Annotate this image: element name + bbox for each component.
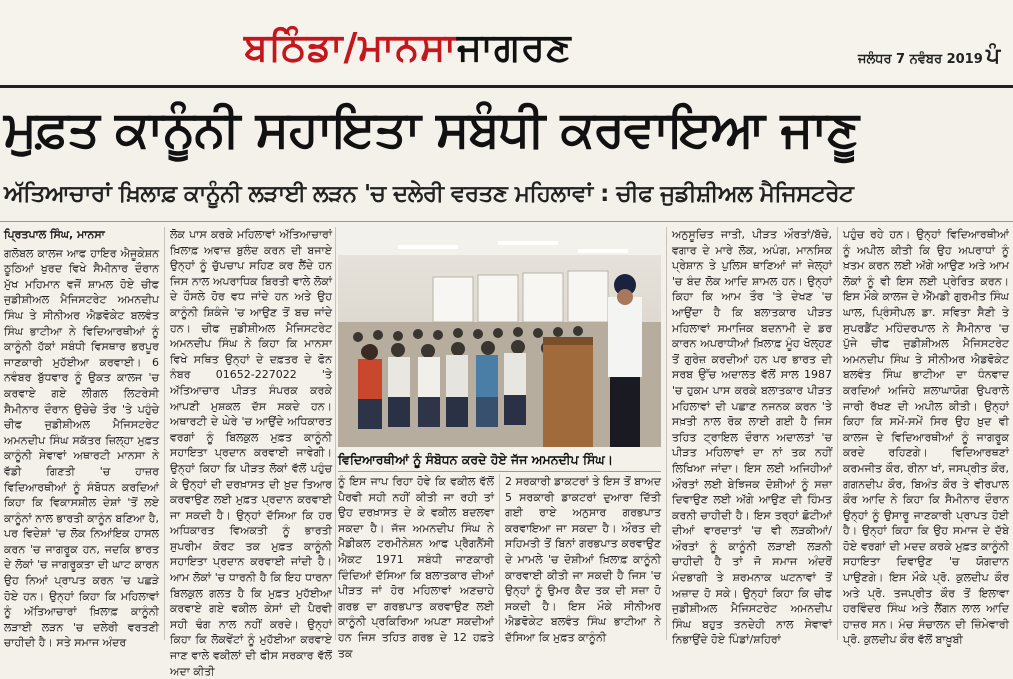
column-4-text: 2 ਸਰਕਾਰੀ ਡਾਕਟਰਾਂ ਤੇ ਇਸ ਤੋਂ ਬਾਅਦ 5 ਸਰਕਾਰੀ ਡਾਕਟਰਾਂ ਦੁਆਰਾ ਦਿੱਤੀ ਗਈ ਰਾਏ ਅਨੁਸਾਰ ਗਰਭਪਾਤ ਕਰਵਾਇਆ ਜਾ ਸਕਦਾ ਹੈ। ਔਰਤ ਦੀ ਸਹਿਮਤੀ ਤੋਂ ਬਿਨਾਂ ਗਰਭਪਾਤ ਕਰਵਾਉਣ ਦੇ ਮਾਮਲੇ 'ਚ ਦੋਸ਼ੀਆਂ ਖ਼ਿਲਾਫ਼ ਕਾਨੂੰਨੀ ਕਾਰਵਾਈ ਕੀਤੀ ਜਾ ਸਕਦੀ ਹੈ ਜਿਸ 'ਚ ਉਨ੍ਹਾਂ ਨੂੰ ਉਮਰ ਕੈਦ ਤਕ ਦੀ ਸਜ਼ਾ ਹੋ ਸਕਦੀ ਹੈ। ਇਸ ਮੌਕੇ ਸੀਨੀਅਰ ਐਡਵੋਕੇਟ ਬਲਵੰਤ ਸਿੰਘ ਭਾਟੀਆ ਨੇ ਦੱਸਿਆ ਕਿ ਮੁਫ਼ਤ ਕਾਨੂੰਨੀ (505, 475, 661, 644)
column-2-text: ਲੋਕ ਪਾਸ ਕਰਕੇ ਮਹਿਲਾਵਾਂ ਅੱਤਿਆਚਾਰਾਂ ਖ਼ਿਲਾਫ਼ ਅਵਾਜ਼ ਬੁਲੰਦ ਕਰਨ ਦੀ ਬਜਾਏ ਉਨ੍ਹਾਂ ਨੂੰ ਚੁੱਪਚਾਪ ਸਹਿਣ ਕਰ ਲੈਂਦੇ ਹਨ ਜਿਸ ਨਾਲ ਅਪਰਾਧਿਕ ਬਿਰਤੀ ਵਾਲੇ ਲੋਕਾਂ ਦੇ ਹੌਸਲੇ ਹੋਰ ਵਧ ਜਾਂਦੇ ਹਨ ਅਤੇ ਉਹ ਕਾਨੂੰਨੀ ਸ਼ਿਕੰਜੇ 'ਚ ਆਉਣ ਤੋਂ ਬਚ ਜਾਂਦੇ ਹਨ। ਚੀਫ ਜੁਡੀਸ਼ੀਅਲ ਮੈਜਿਸਟਰੇਟ ਅਮਨਦੀਪ ਸਿੰਘ ਨੇ ਕਿਹਾ ਕਿ ਮਾਨਸਾ ਵਿਖੇ ਸਥਿਤ ਉਨ੍ਹਾਂ ਦੇ ਦਫ਼ਤਰ ਦੇ ਫੋਨ ਨੰਬਰ 01652-227022 'ਤੇ ਅੱਤਿਆਚਾਰ ਪੀੜਤ ਸੰਪਰਕ ਕਰਕੇ ਆਪਣੀ ਮੁਸ਼ਕਲ ਦੱਸ ਸਕਦੇ ਹਨ। ਅਥਾਰਟੀ ਦੇ ਘੇਰੇ 'ਚ ਆਉਂਦੇ ਅਧਿਕਾਰਤ ਵਰਗਾਂ ਨੂੰ ਬਿਲਕੁਲ ਮੁਫ਼ਤ ਕਾਨੂੰਨੀ ਸਹਾਇਤਾ ਪ੍ਰਦਾਨ ਕਰਵਾਈ ਜਾਵੇਗੀ। ਉਨ੍ਹਾਂ ਕਿਹਾ ਕਿ ਪੀੜਤ ਲੋਕਾਂ ਵੱਲੋਂ ਪਹੁੰਚ ਕੇ ਉਨ੍ਹਾਂ ਦੀ ਦਰਖ਼ਾਸਤ ਦੀ ਖ਼ੁਦ ਤਿਆਰ ਕਰਵਾਉਣ ਲਈ ਮੁਫ਼ਤ ਪ੍ਰਦਾਨ ਕਰਵਾਈ ਜਾ ਸਕਦੀ ਹੈ। ਉਨ੍ਹਾਂ ਦੱਸਿਆ ਕਿ ਹਰ ਅਧਿਕਾਰਤ ਵਿਅਕਤੀ ਨੂੰ ਭਾਰਤੀ ਸੁਪਰੀਮ ਕੋਰਟ ਤਕ ਮੁਫ਼ਤ ਕਾਨੂੰਨੀ ਸਹਾਇਤਾ ਪ੍ਰਦਾਨ ਕਰਵਾਈ ਜਾਂਦੀ ਹੈ। ਆਮ ਲੋਕਾਂ 'ਚ ਧਾਰਨੀ ਹੈ ਕਿ ਇਹ ਧਾਰਨਾ ਬਿਲਕੁਲ ਗਲਤ ਹੈ ਕਿ ਮੁਫ਼ਤ ਮੁਹੱਈਆ ਕਰਵਾਏ ਗਏ ਵਕੀਲ ਕੇਸਾਂ ਦੀ ਪੈਰਵੀ ਸਹੀ ਢੰਗ ਨਾਲ ਨਹੀਂ ਕਰਦੇ। ਉਨ੍ਹਾਂ ਕਿਹਾ ਕਿ ਲੋਕਵੇਂਟਾਂ ਨੂੰ ਮੁਹੱਈਆ ਕਰਵਾਏ ਜਾਣ ਵਾਲੇ ਵਕੀਲਾਂ ਦੀ ਫੀਸ ਸਰਕਾਰ ਵੱਲੋਂ ਅਦਾ ਕੀਤੀ (170, 228, 332, 678)
article-photo (338, 227, 661, 447)
photo-caption: ਵਿਦਿਆਰਥੀਆਂ ਨੂੰ ਸੰਬੋਧਨ ਕਰਦੇ ਹੋਏ ਜੱਜ ਅਮਨਦੀਪ ਸਿੰਘ। (338, 452, 661, 472)
column-divider (499, 474, 500, 640)
article-column-6 (843, 227, 1009, 647)
article-subheadline: ਅੱਤਿਆਚਾਰਾਂ ਖ਼ਿਲਾਫ਼ ਕਾਨੂੰਨੀ ਲੜਾਈ ਲੜਨ 'ਚ ਦਲੇਰੀ ਵਰਤਣ ਮਹਿਲਾਵਾਂ : ਚੀਫ ਜੁਡੀਸ਼ੀਅਲ ਮੈਜਿਸਟਰੇਟ (4, 181, 854, 207)
column-divider (666, 227, 667, 640)
edition-date: ਜਲੰਧਰ 7 ਨਵੰਬਰ 2019 (858, 52, 983, 67)
column-divider (837, 227, 838, 640)
article-column-2 (170, 227, 332, 678)
column-1-text: ਗਲੋਬਲ ਕਾਲਜ ਆਫ ਹਾਇਰ ਐਜੂਕੇਸ਼ਨ ਠੂਠਿਆਂ ਖੁਰਦ ਵਿਖੇ ਸੈਮੀਨਾਰ ਦੌਰਾਨ ਮੁੱਖ ਮਹਿਮਾਨ ਵਜੋਂ ਸ਼ਾਮਲ ਹੋਏ ਚੀਫ ਜੁਡੀਸ਼ੀਅਲ ਮੈਜਿਸਟਰੇਟ ਅਮਨਦੀਪ ਸਿੰਘ ਤੇ ਸੀਨੀਅਰ ਐਡਵੋਕੇਟ ਬਲਵੰਤ ਸਿੰਘ ਭਾਟੀਆ ਨੇ ਵਿਦਿਆਰਥੀਆਂ ਨੂੰ ਕਾਨੂੰਨੀ ਹੱਕਾਂ ਸਬੰਧੀ ਵਿਸਥਾਰ ਭਰਪੂਰ ਜਾਣਕਾਰੀ ਮੁਹੱਈਆ ਕਰਵਾਈ। 6 ਨਵੰਬਰ ਬੁੱਧਵਾਰ ਨੂੰ ਉਕਤ ਕਾਲਜ 'ਚ ਕਰਵਾਏ ਗਏ ਲੀਗਲ ਲਿਟਰੇਸੀ ਸੈਮੀਨਾਰ ਦੌਰਾਨ ਉਚੇਚੇ ਤੌਰ 'ਤੇ ਪਹੁੰਚੇ ਚੀਫ ਜੁਡੀਸ਼ੀਅਲ ਮੈਜਿਸਟਰੇਟ ਅਮਨਦੀਪ ਸਿੰਘ ਸਕੱਤਰ ਜ਼ਿਲ੍ਹਾ ਮੁਫ਼ਤ ਕਾਨੂੰਨੀ ਸੇਵਾਵਾਂ ਅਥਾਰਟੀ ਮਾਨਸਾ ਨੇ ਵੱਡੀ ਗਿਣਤੀ 'ਚ ਹਾਜ਼ਰ ਵਿਦਿਆਰਥੀਆਂ ਨੂੰ ਸੰਬੋਧਨ ਕਰਦਿਆਂ ਕਿਹਾ ਕਿ ਵਿਕਾਸਸ਼ੀਲ ਦੇਸ਼ਾਂ 'ਤੋਂ ਲਏ ਕਾਨੂੰਨਾਂ ਨਾਲ ਭਾਰਤੀ ਕਾਨੂੰਨ ਬਣਿਆ ਹੈ, ਪਰ ਵਿਦੇਸ਼ਾਂ 'ਚ ਲੋਕ ਨਿਆਂਇਕ ਹਾਸਲ ਕਰਨ 'ਚ ਜਾਗਰੂਕ ਹਨ, ਜਦਕਿ ਭਾਰਤ ਦੇ ਲੋਕਾਂ 'ਚ ਜਾਗਰੂਕਤਾ ਦੀ ਘਾਟ ਕਾਰਨ ਉਹ ਨਿਆਂ ਪ੍ਰਾਪਤ ਕਰਨ 'ਚ ਪਛੜੇ ਹੋਏ ਹਨ। ਉਨ੍ਹਾਂ ਕਿਹਾ ਕਿ ਮਹਿਲਾਵਾਂ ਨੂੰ ਅੱਤਿਆਚਾਰਾਂ ਖ਼ਿਲਾਫ਼ ਕਾਨੂੰਨੀ ਲੜਾਈ ਲੜਨ 'ਚ ਦਲੇਰੀ ਵਰਤਣੀ ਚਾਹੀਦੀ ਹੈ। ਸਤੇ ਸਮਾਜ ਅੰਦਰ (4, 246, 159, 650)
article-column-3 (338, 474, 494, 660)
column-5-text: ਅਨੁਸੂਚਿਤ ਜਾਤੀ, ਪੀੜਤ ਔਰਤਾਂ/ਬੱਚੇ, ਵਗਾਰ ਦੇ ਮਾਰੇ ਲੋਕ, ਅਪੰਗ, ਮਾਨਸਿਕ ਪ੍ਰੇਸ਼ਾਨ ਤੇ ਪੁਲਿਸ ਥਾਣਿਆਂ ਜਾਂ ਜੇਲ੍ਹਾਂ 'ਚ ਬੰਦ ਲੋਕ ਆਦਿ ਸ਼ਾਮਲ ਹਨ। ਉਨ੍ਹਾਂ ਕਿਹਾ ਕਿ ਆਮ ਤੌਰ 'ਤੇ ਦੇਖਣ 'ਚ ਆਉਂਦਾ ਹੈ ਕਿ ਬਲਾਤਕਾਰ ਪੀੜਤ ਮਹਿਲਾਵਾਂ ਸਮਾਜਿਕ ਬਦਨਾਮੀ ਦੇ ਡਰ ਕਾਰਨ ਅਪਰਾਧੀਆਂ ਖ਼ਿਲਾਫ਼ ਮੂੰਹ ਖੋਲ੍ਹਣ ਤੋਂ ਗੁਰੇਜ਼ ਕਰਦੀਆਂ ਹਨ ਪਰ ਭਾਰਤ ਦੀ ਸਰਬ ਉੱਚ ਅਦਾਲਤ ਵੱਲੋਂ ਸਾਲ 1987 'ਚ ਹੁਕਮ ਪਾਸ ਕਰਕੇ ਬਲਾਤਕਾਰ ਪੀੜਤ ਮਹਿਲਾਵਾਂ ਦੀ ਪਛਾਣ ਨਜਨਕ ਕਰਨ 'ਤੇ ਸਖ਼ਤੀ ਨਾਲ ਰੋਕ ਲਾਈ ਗਈ ਹੈ ਜਿਸ ਤਹਿਤ ਟ੍ਰਾਇਲ ਦੌਰਾਨ ਅਦਾਲਤਾਂ 'ਚ ਪੀੜਤ ਮਹਿਲਾਵਾਂ ਦਾ ਨਾਂ ਤਕ ਨਹੀਂ ਲਿਖਿਆ ਜਾਂਦਾ। ਇਸ ਲਈ ਅਜਿਹੀਆਂ ਔਰਤਾਂ ਲਈ ਬੇਝਿਜਕ ਦੋਸ਼ੀਆਂ ਨੂੰ ਸਜ਼ਾ ਦਿਵਾਉਣ ਲਈ ਅੱਗੇ ਆਉਣ ਦੀ ਹਿੰਮਤ ਕਰਨੀ ਚਾਹੀਦੀ ਹੈ। ਇਸ ਤਰ੍ਹਾਂ ਛੋਟੀਆਂ ਦੀਆਂ ਵਾਰਦਾਤਾਂ 'ਚ ਵੀ ਲੜਕੀਆਂ/ਔਰਤਾਂ ਨੂੰ ਕਾਨੂੰਨੀ ਲੜਾਈ ਲੜਨੀ ਚਾਹੀਦੀ ਹੈ ਤਾਂ ਜੋ ਸਮਾਜ ਅੰਦਰੋਂ ਮੰਦਭਾਗੀ ਤੇ ਸ਼ਰਮਨਾਕ ਘਟਨਾਵਾਂ ਤੋਂ ਅਜ਼ਾਦ ਹੋ ਸਕੇ। ਉਨ੍ਹਾਂ ਕਿਹਾ ਕਿ ਚੀਫ ਜੁਡੀਸ਼ੀਅਲ ਮੈਜਿਸਟਰੇਟ ਅਮਨਦੀਪ ਸਿੰਘ ਬਹੁਤ ਤਨਦੇਹੀ ਨਾਲ ਸੇਵਾਵਾਂ ਨਿਭਾਉਂਦੇ ਹੋਏ ਪਿੰਡਾਂ/ਸ਼ਹਿਰਾਂ (672, 228, 832, 647)
masthead (0, 0, 1013, 86)
seminar-photo-image (338, 227, 661, 447)
masthead-divider (0, 85, 1013, 88)
column-6-text: ਪਹੁੰਚ ਰਹੇ ਹਨ। ਉਨ੍ਹਾਂ ਵਿਦਿਆਰਥੀਆਂ ਨੂੰ ਅਪੀਲ ਕੀਤੀ ਕਿ ਉਹ ਅਪਰਾਧਾਂ ਨੂੰ ਖ਼ਤਮ ਕਰਨ ਲਈ ਅੱਗੇ ਆਉਣ ਅਤੇ ਆਮ ਲੋਕਾਂ ਨੂੰ ਵੀ ਇਸ ਲਈ ਪ੍ਰੇਰਿਤ ਕਰਨ। ਇਸ ਮੌਕੇ ਕਾਲਜ ਦੇ ਐੱਮਡੀ ਗੁਰਮੀਤ ਸਿੰਘ ਘਾਲ, ਪ੍ਰਿੰਸੀਪਲ ਡਾ. ਸਵਿਤਾ ਸੈਣੀ ਤੇ ਸੁਪਰਡੈਂਟ ਮਹਿੰਦਰਪਾਲ ਨੇ ਸੈਮੀਨਾਰ 'ਚ ਪੁੱਜੇ ਚੀਫ ਜੁਡੀਸ਼ੀਅਲ ਮੈਜਿਸਟਰੇਟ ਅਮਨਦੀਪ ਸਿੰਘ ਤੇ ਸੀਨੀਅਰ ਐਡਵੋਕੇਟ ਬਲਵੰਤ ਸਿੰਘ ਭਾਟੀਆ ਦਾ ਧੰਨਵਾਦ ਕਰਦਿਆਂ ਅਜਿਹੇ ਸ਼ਲਾਘਾਯੋਗ ਉਪਰਾਲੇ ਜਾਰੀ ਰੱਖਣ ਦੀ ਅਪੀਲ ਕੀਤੀ। ਉਨ੍ਹਾਂ ਕਿਹਾ ਕਿ ਸਮੇਂ-ਸਮੇਂ ਸਿਰ ਉਹ ਖ਼ੁਦ ਵੀ ਕਾਲਜ ਦੇ ਵਿਦਿਆਰਥੀਆਂ ਨੂੰ ਜਾਗਰੂਕ ਕਰਦੇ ਰਹਿਣਗੇ। ਵਿਦਿਆਰਥਣਾਂ ਕਰਮਜੀਤ ਕੌਰ, ਰੀਨਾ ਖਾਂ, ਜਸਪ੍ਰੀਤ ਕੌਰ, ਗਗਨਦੀਪ ਕੌਰ, ਬਿਅੰਤ ਕੌਰ ਤੇ ਵੀਰਪਾਲ ਕੌਰ ਆਦਿ ਨੇ ਕਿਹਾ ਕਿ ਸੈਮੀਨਾਰ ਦੌਰਾਨ ਉਨ੍ਹਾਂ ਨੂੰ ਉਸਾਰੂ ਜਾਣਕਾਰੀ ਪ੍ਰਾਪਤ ਹੋਈ ਹੈ। ਉਨ੍ਹਾਂ ਕਿਹਾ ਕਿ ਉਹ ਸਮਾਜ ਦੇ ਦੱਬੇ ਹੋਏ ਵਰਗਾਂ ਦੀ ਮਦਦ ਕਰਕੇ ਮੁਫ਼ਤ ਕਾਨੂੰਨੀ ਸਹਾਇਤਾ ਦਿਵਾਉਣ 'ਚ ਯੋਗਦਾਨ ਪਾਉਣਗੇ। ਇਸ ਮੌਕੇ ਪ੍ਰੋ. ਕੁਲਦੀਪ ਕੌਰ ਅਤੇ ਪ੍ਰੋ. ਤਜਪ੍ਰੀਤ ਕੌਰ ਤੋਂ ਇਲਾਵਾ ਹਰਵਿੰਦਰ ਸਿੰਘ ਅਤੇ ਲੈਂਗਨ ਲਾਲ ਆਦਿ ਹਾਜ਼ਰ ਸਨ। ਮੰਚ ਸੰਚਾਲਨ ਦੀ ਜ਼ਿੰਮੇਵਾਰੀ ਪ੍ਰੋ. ਕੁਲਦੀਪ ਕੌਰ ਵੱਲੋਂ ਬਾਖ਼ੂਬੀ (843, 228, 1009, 647)
article-column-4 (505, 474, 661, 644)
column-divider (335, 227, 336, 640)
headline-divider (0, 221, 1013, 222)
newspaper-name: ਜਾਗਰਣ (457, 25, 572, 69)
page-edge-text: ਪੰ (986, 44, 1001, 69)
newspaper-title (244, 24, 572, 70)
column-divider (164, 227, 165, 640)
article-headline: ਮੁਫ਼ਤ ਕਾਨੂੰਨੀ ਸਹਾਇਤਾ ਸਬੰਧੀ ਕਰਵਾਇਆ ਜਾਣੂ (4, 100, 859, 158)
article-column-5 (672, 227, 832, 647)
column-3-text: ਨੂੰ ਇਸ ਜਾਪ ਰਿਹਾ ਹੋਵੇ ਕਿ ਵਕੀਲ ਵੱਲੋਂ ਪੈਰਵੀ ਸਹੀ ਨਹੀਂ ਕੀਤੀ ਜਾ ਰਹੀ ਤਾਂ ਉਹ ਦਰਖ਼ਾਸਤ ਦੇ ਕੇ ਵਕੀਲ ਬਦਲਵਾ ਸਕਦਾ ਹੈ। ਜੱਜ ਅਮਨਦੀਪ ਸਿੰਘ ਨੇ ਮੈਡੀਕਲ ਟਰਮੀਨੇਸ਼ਨ ਆਫ ਪ੍ਰੈਗਨੈਂਸੀ ਐਕਟ 1971 ਸਬੰਧੀ ਜਾਣਕਾਰੀ ਦਿੰਦਿਆਂ ਦੱਸਿਆ ਕਿ ਬਲਾਤਕਾਰ ਦੀਆਂ ਪੀੜਤ ਜਾਂ ਹੋਰ ਮਹਿਲਾਵਾਂ ਅਣਚਾਹੇ ਗਰਭ ਦਾ ਗਰਭਪਾਤ ਕਰਵਾਉਣ ਲਈ ਕਾਨੂੰਨੀ ਪ੍ਰਕਿਰਿਆ ਅਪਣਾ ਸਕਦੀਆਂ ਹਨ ਜਿਸ ਤਹਿਤ ਗਰਭ ਦੇ 12 ਹਫ਼ਤੇ ਤਕ (338, 475, 494, 660)
article-column-1 (4, 227, 159, 650)
byline: ਪ੍ਰਿਤਪਾਲ ਸਿੰਘ, ਮਾਨਸਾ (4, 228, 105, 241)
edition-name: ਬਠਿੰਡਾ/ਮਾਨਸਾ (244, 25, 458, 69)
